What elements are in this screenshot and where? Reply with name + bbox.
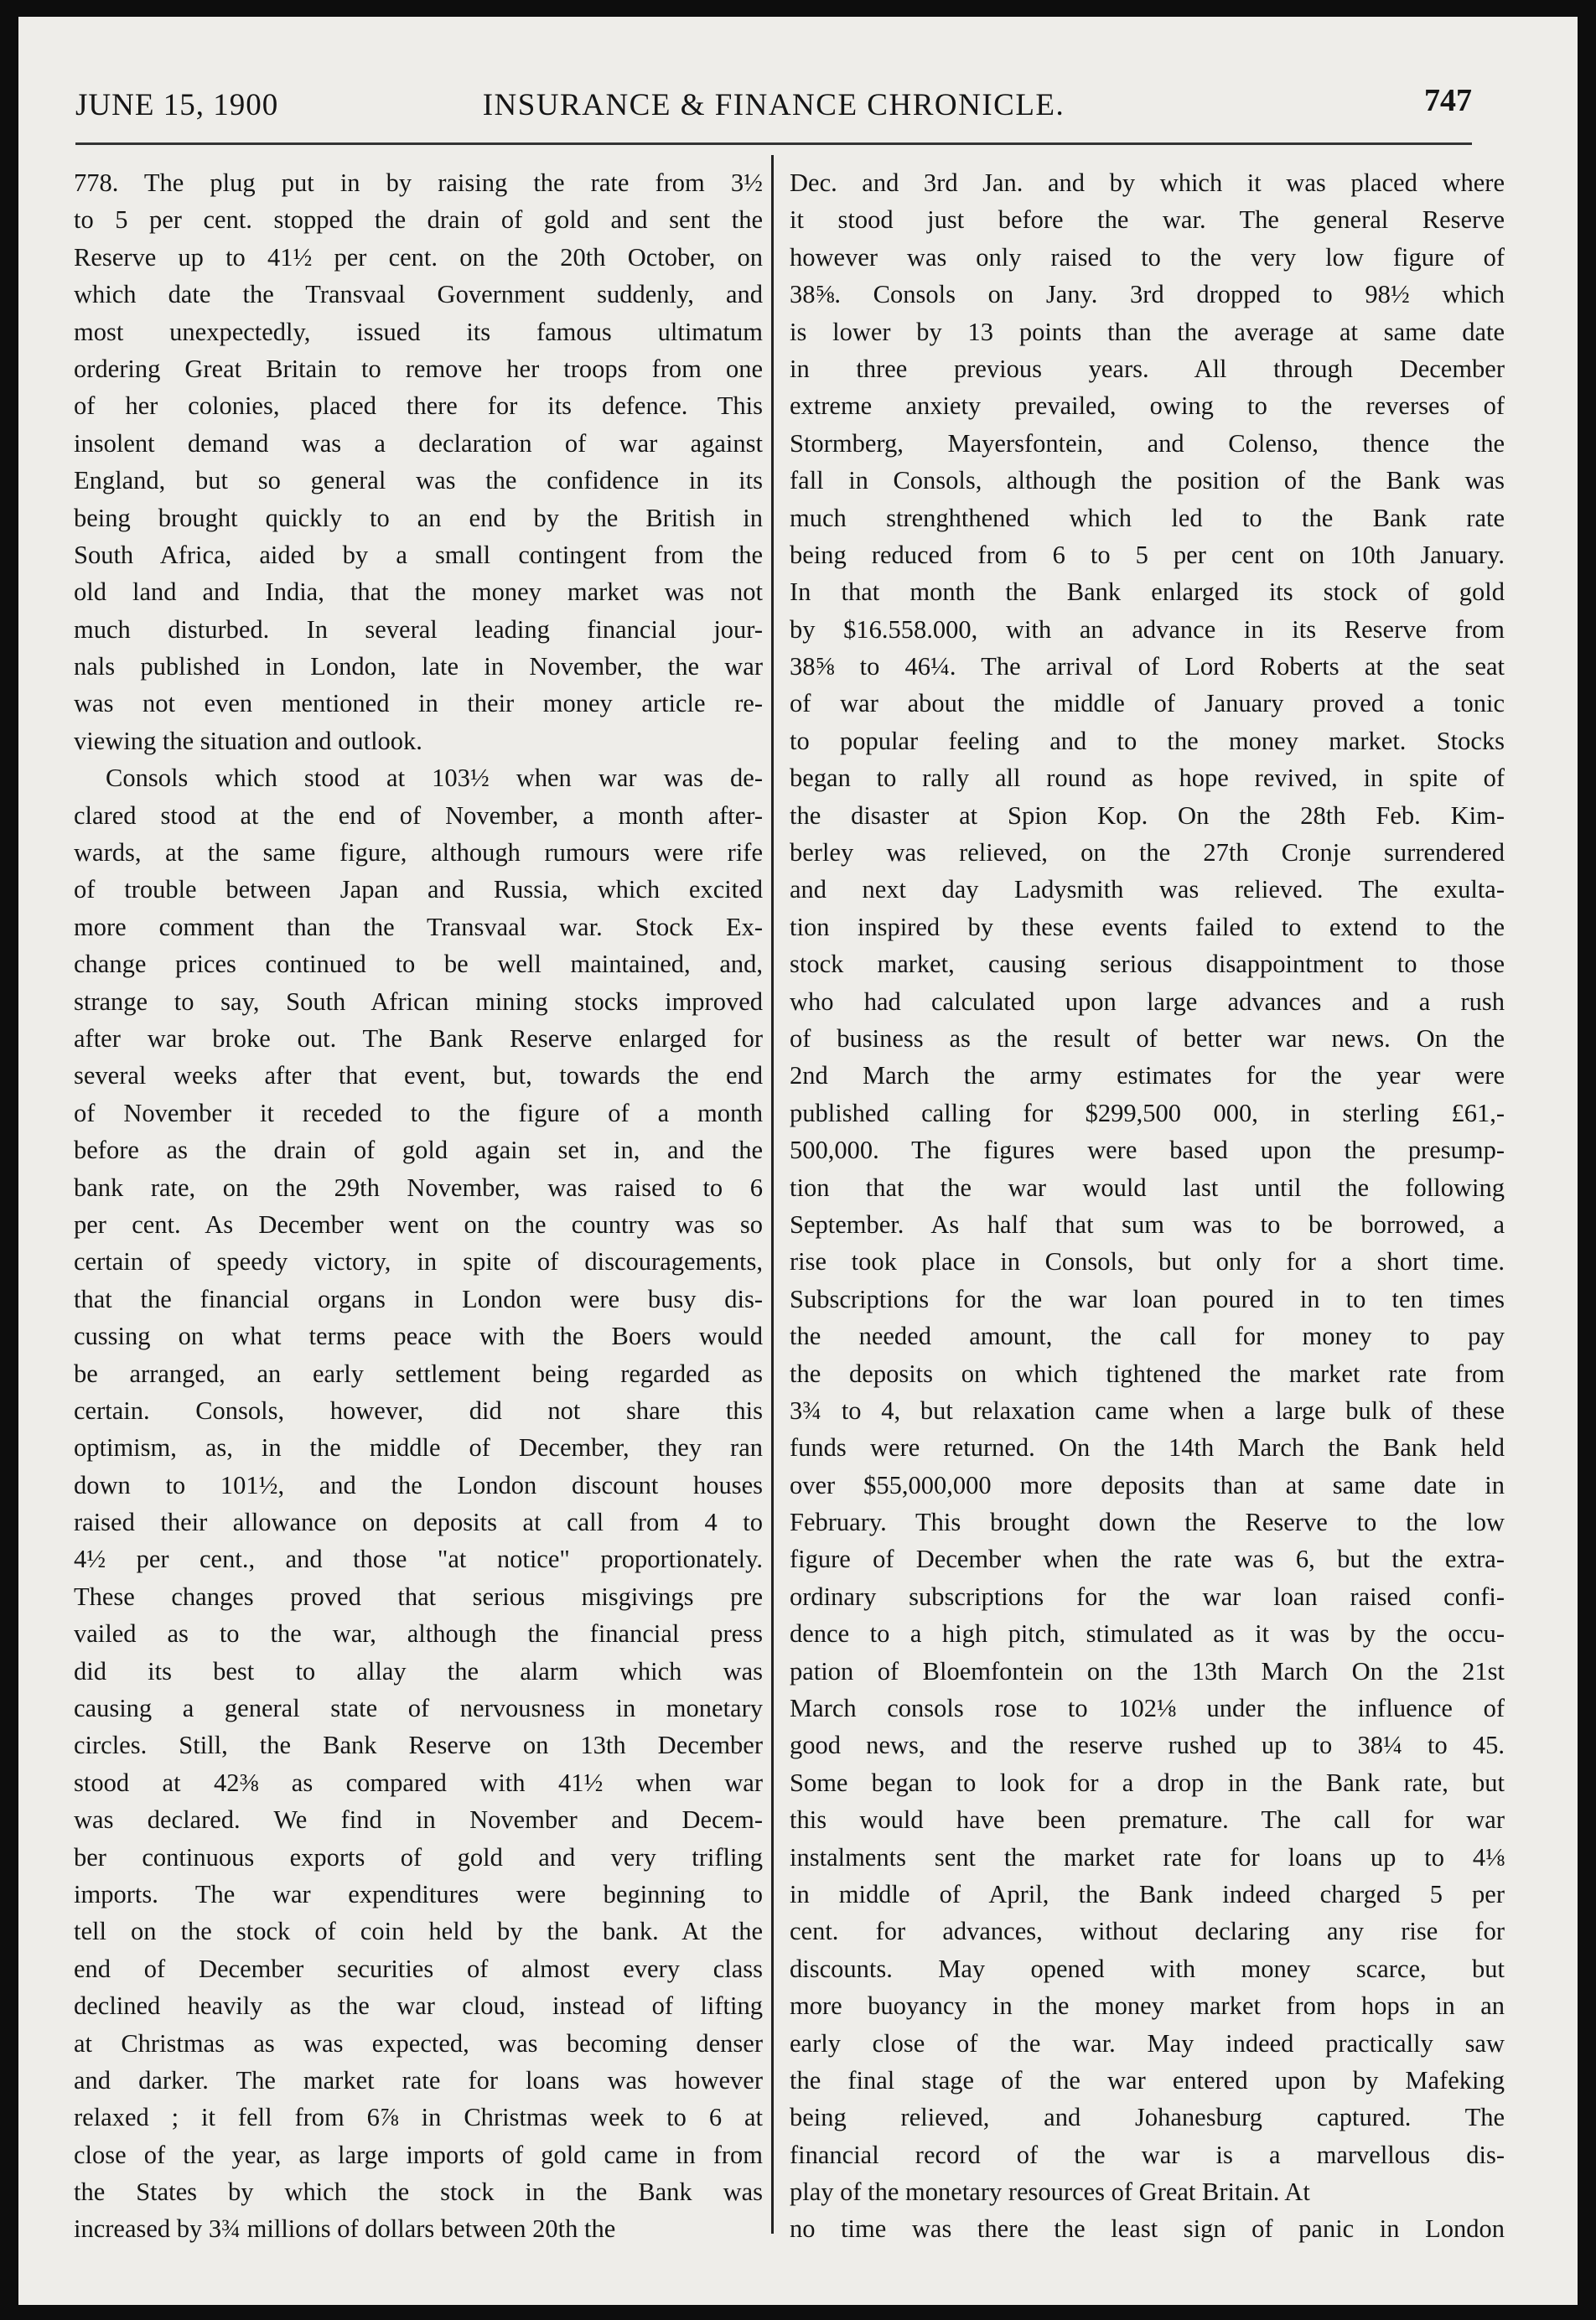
text-line: the final stage of the war entered upon by Mafeking	[790, 2065, 1505, 2095]
text-line: imports. The war expenditures were beginning to	[74, 1879, 763, 1908]
right-column	[790, 164, 1505, 2248]
publication-title: INSURANCE & FINANCE CHRONICLE.	[482, 88, 1065, 122]
text-line: ordering Great Britain to remove her troops from one	[74, 354, 763, 383]
text-line: Subscriptions for the war loan poured in to ten times	[790, 1284, 1505, 1313]
text-line: much disturbed. In several leading financial jour-	[74, 614, 763, 644]
text-line: be arranged, an early settlement being regarded as	[74, 1359, 763, 1388]
text-line: February. This brought down the Reserve to the low	[790, 1508, 1505, 1537]
text-line: to popular feeling and to the money market. Stocks	[790, 726, 1505, 755]
text-line: over $55,000,000 more deposits than at same date in	[790, 1470, 1505, 1499]
text-line: March consols rose to 102⅛ under the influence of	[790, 1694, 1505, 1723]
text-line: funds were returned. On the 14th March the Bank held	[790, 1433, 1505, 1463]
text-line: to 5 per cent. stopped the drain of gold and sent the	[74, 205, 763, 235]
text-line: raised their allowance on deposits at call from 4 to	[74, 1508, 763, 1537]
text-line: causing a general state of nervousness in monetary	[74, 1694, 763, 1723]
text-line: of war about the middle of January proved a tonic	[790, 689, 1505, 718]
text-line: dence to a high pitch, stimulated as it was by the occu-	[790, 1619, 1505, 1649]
text-line: ordinary subscriptions for the war loan raised confi-	[790, 1582, 1505, 1611]
text-line: in middle of April, the Bank indeed charged 5 per	[790, 1879, 1505, 1908]
text-line: rise took place in Consols, but only for a short time.	[790, 1247, 1505, 1277]
text-line: early close of the war. May indeed practically saw	[790, 2028, 1505, 2058]
text-line: discounts. May opened with money scarce, but	[790, 1954, 1505, 1983]
text-line: that the financial organs in London were busy dis-	[74, 1284, 763, 1313]
text-line: September. As half that sum was to be borrowed, a	[790, 1209, 1505, 1239]
page	[18, 17, 1578, 2305]
text-line: 778. The plug put in by raising the rate from 3½	[74, 168, 763, 197]
text-line: at Christmas as was expected, was becoming denser	[74, 2028, 763, 2058]
text-line: financial record of the war is a marvellous dis-	[790, 2140, 1505, 2169]
text-line: cussing on what terms peace with the Boers would	[74, 1322, 763, 1351]
text-line: more comment than the Transvaal war. Stock Ex-	[74, 912, 763, 941]
text-line: began to rally all round as hope revived, in spite of	[790, 764, 1505, 793]
text-line: who had calculated upon large advances and a rush	[790, 987, 1505, 1016]
text-line: old land and India, that the money market was not	[74, 577, 763, 607]
text-line: of her colonies, placed there for its defence. This	[74, 391, 763, 421]
text-line: optimism, as, in the middle of December, they ran	[74, 1433, 763, 1463]
text-line: the deposits on which tightened the market rate from	[790, 1359, 1505, 1388]
text-line: 2nd March the army estimates for the year were	[790, 1061, 1505, 1090]
text-line: the States by which the stock in the Bank was	[74, 2178, 763, 2207]
issue-date: JUNE 15, 1900	[75, 88, 279, 122]
page-header	[75, 82, 1472, 132]
text-line: certain. Consols, however, did not share this	[74, 1396, 763, 1425]
text-line: and next day Ladysmith was relieved. The exulta-	[790, 875, 1505, 904]
text-line: bank rate, on the 29th November, was raised to 6	[74, 1173, 763, 1202]
text-line: by $16.558.000, with an advance in its Reserve from	[790, 614, 1505, 644]
text-line: insolent demand was a declaration of war against	[74, 428, 763, 458]
page-number: 747	[1424, 83, 1472, 118]
text-line: it stood just before the war. The general Reserve	[790, 205, 1505, 235]
text-line: in three previous years. All through December	[790, 354, 1505, 383]
text-line: before as the drain of gold again set in, and the	[74, 1136, 763, 1165]
text-line: more buoyancy in the money market from hops in an	[790, 1991, 1505, 2021]
text-line: which date the Transvaal Government suddenly, and	[74, 280, 763, 309]
text-line: of November it receded to the figure of a month	[74, 1098, 763, 1127]
text-line: is lower by 13 points than the average at same date	[790, 317, 1505, 346]
text-line: this would have been premature. The call for war	[790, 1805, 1505, 1835]
text-line: figure of December when the rate was 6, but the extra-	[790, 1545, 1505, 1574]
text-line: These changes proved that serious misgivings pre	[74, 1582, 763, 1611]
text-line: South Africa, aided by a small contingent from the	[74, 540, 763, 569]
text-line: clared stood at the end of November, a month after-	[74, 800, 763, 830]
column-divider	[771, 155, 774, 2234]
text-line: 38⅝ to 46¼. The arrival of Lord Roberts at the seat	[790, 652, 1505, 681]
text-line: Dec. and 3rd Jan. and by which it was placed where	[790, 168, 1505, 197]
text-line: per cent. As December went on the country was so	[74, 1209, 763, 1239]
text-line: was declared. We find in November and Decem-	[74, 1805, 763, 1835]
text-line: much strenghthened which led to the Bank rate	[790, 503, 1505, 532]
text-line: being relieved, and Johanesburg captured. The	[790, 2103, 1505, 2132]
text-line: being brought quickly to an end by the British in	[74, 503, 763, 532]
text-line: 500,000. The figures were based upon the presump-	[790, 1136, 1505, 1165]
header-rule	[75, 142, 1472, 145]
text-line: viewing the situation and outlook.	[74, 726, 422, 755]
text-line: tion that the war would last until the following	[790, 1173, 1505, 1202]
text-line: fall in Consols, although the position of the Bank was	[790, 466, 1505, 495]
text-line: the needed amount, the call for money to pay	[790, 1322, 1505, 1351]
text-line: close of the year, as large imports of gold came in from	[74, 2140, 763, 2169]
text-line: tion inspired by these events failed to extend to the	[790, 912, 1505, 941]
text-line: tell on the stock of coin held by the bank. At the	[74, 1917, 763, 1946]
text-line: published calling for $299,500 000, in sterling £61,-	[790, 1098, 1505, 1127]
text-line: England, but so general was the confidence in its	[74, 466, 763, 495]
text-line: down to 101½, and the London discount houses	[74, 1470, 763, 1499]
text-line: vailed as to the war, although the financial press	[74, 1619, 763, 1649]
left-column	[74, 164, 763, 2248]
text-line: however was only raised to the very low figure of	[790, 242, 1505, 272]
text-line: Consols which stood at 103½ when war was de-	[106, 764, 763, 793]
text-line: end of December securities of almost every class	[74, 1954, 763, 1983]
text-line: being reduced from 6 to 5 per cent on 10th January.	[790, 540, 1505, 569]
text-line: ber continuous exports of gold and very trifling	[74, 1842, 763, 1872]
text-line: good news, and the reserve rushed up to 38¼ to 45.	[790, 1731, 1505, 1760]
text-line: most unexpectedly, issued its famous ultimatum	[74, 317, 763, 346]
text-line: strange to say, South African mining stocks improved	[74, 987, 763, 1016]
text-line: of trouble between Japan and Russia, which excited	[74, 875, 763, 904]
text-line: wards, at the same figure, although rumours were rife	[74, 838, 763, 867]
text-line: Stormberg, Mayersfontein, and Colenso, thence the	[790, 428, 1505, 458]
text-line: instalments sent the market rate for loans up to 4⅛	[790, 1842, 1505, 1872]
text-line: nals published in London, late in November, the war	[74, 652, 763, 681]
text-line: declined heavily as the war cloud, instead of lifting	[74, 1991, 763, 2021]
text-line: did its best to allay the alarm which was	[74, 1656, 763, 1686]
text-line: several weeks after that event, but, towards the end	[74, 1061, 763, 1090]
text-line: 4½ per cent., and those "at notice" proportionately.	[74, 1545, 763, 1574]
text-line: stood at 42⅜ as compared with 41½ when war	[74, 1768, 763, 1797]
text-line: circles. Still, the Bank Reserve on 13th December	[74, 1731, 763, 1760]
text-line: and darker. The market rate for loans was however	[74, 2065, 763, 2095]
text-line: play of the monetary resources of Great Britain. At	[790, 2178, 1310, 2207]
text-line: 38⅝. Consols on Jany. 3rd dropped to 98½ which	[790, 280, 1505, 309]
text-line: certain of speedy victory, in spite of discouragements,	[74, 1247, 763, 1277]
text-line: cent. for advances, without declaring any rise for	[790, 1917, 1505, 1946]
text-line: was not even mentioned in their money article re-	[74, 689, 763, 718]
text-line: after war broke out. The Bank Reserve enlarged for	[74, 1023, 763, 1053]
text-line: Some began to look for a drop in the Bank rate, but	[790, 1768, 1505, 1797]
text-line: stock market, causing serious disappointment to those	[790, 950, 1505, 979]
text-line: relaxed ; it fell from 6⅞ in Christmas week to 6 at	[74, 2103, 763, 2132]
text-line: the disaster at Spion Kop. On the 28th Feb. Kim-	[790, 800, 1505, 830]
text-line: In that month the Bank enlarged its stock of gold	[790, 577, 1505, 607]
text-line: berley was relieved, on the 27th Cronje surrendered	[790, 838, 1505, 867]
text-line: of business as the result of better war news. On the	[790, 1023, 1505, 1053]
text-line: pation of Bloemfontein on the 13th March On the 21st	[790, 1656, 1505, 1686]
text-line: no time was there the least sign of panic in London	[790, 2214, 1505, 2244]
text-line: extreme anxiety prevailed, owing to the reverses of	[790, 391, 1505, 421]
text-line: increased by 3¾ millions of dollars between 20th the	[74, 2214, 616, 2244]
text-line: Reserve up to 41½ per cent. on the 20th October, on	[74, 242, 763, 272]
text-line: change prices continued to be well maintained, and,	[74, 950, 763, 979]
text-line: 3¾ to 4, but relaxation came when a large bulk of these	[790, 1396, 1505, 1425]
